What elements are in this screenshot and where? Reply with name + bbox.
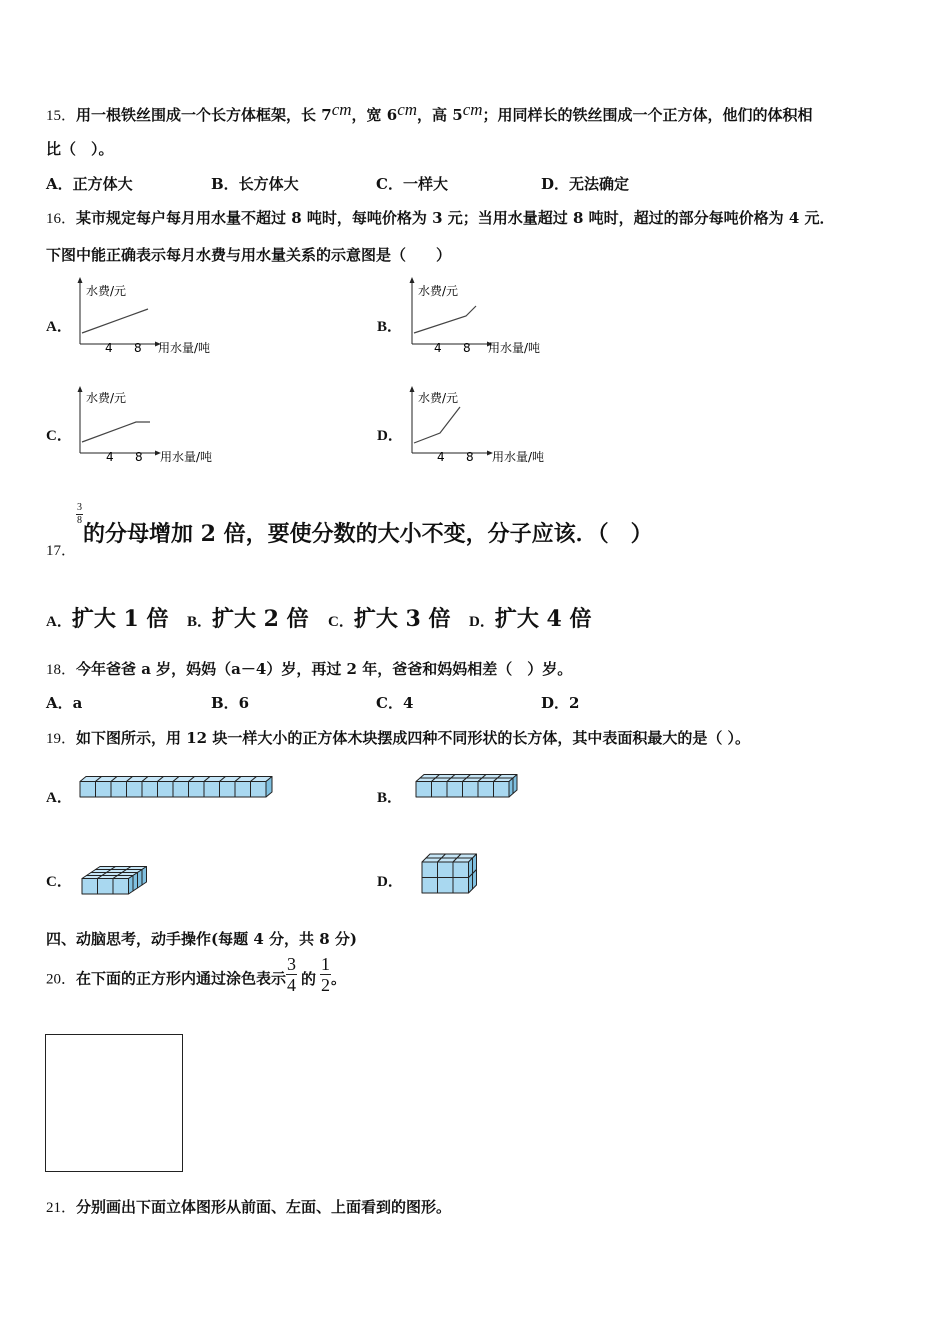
cube-front-face — [422, 862, 438, 878]
cost-line — [82, 422, 150, 442]
q17-option-b[interactable]: B．扩大 2 倍 — [187, 606, 309, 632]
cube-side-face — [513, 775, 517, 794]
cube-front-face — [432, 782, 448, 798]
q21-line: 21．分别画出下面立体图形从前面、左面、上面看到的图形。 — [46, 1198, 452, 1216]
cube-front-face — [220, 782, 236, 798]
q19-line: 19．如下图所示，用 12 块一样大小的正方体木块摆成四种不同形状的长方体，其中表面积最大的是（ ）。 — [46, 729, 751, 747]
q18-option-a[interactable]: A．a — [46, 694, 83, 712]
q15-line2: 比（ ）。 — [46, 140, 114, 158]
q17-option-a[interactable]: A．扩大 1 倍 — [46, 606, 169, 632]
cost-line — [82, 309, 148, 333]
q15-option-b[interactable]: B．长方体大 — [211, 175, 299, 193]
y-axis-label: 水费/元 — [86, 391, 127, 405]
q16-graph-c[interactable] — [70, 385, 220, 469]
cube-stack-c — [82, 867, 147, 895]
cube-front-face — [463, 782, 479, 798]
q15-number: 15． — [46, 108, 77, 124]
cube-front-face — [251, 782, 267, 798]
y-axis-arrow — [410, 277, 415, 283]
cost-line — [414, 306, 476, 333]
q16-label-c[interactable]: C． — [46, 428, 72, 444]
q19-cuboid-c[interactable] — [78, 850, 162, 898]
q15-line1: 15．用一根铁丝围成一个长方体框架，长 7cm，宽 6cm，高 5cm；用同样长的铁丝围成一个正方体，他们的体积相 — [46, 100, 813, 124]
cube-front-face — [82, 879, 98, 895]
cube-side-face — [473, 854, 477, 874]
cube-front-face — [438, 862, 454, 878]
cube-front-face — [478, 782, 494, 798]
y-axis-arrow — [78, 386, 83, 392]
cube-front-face — [416, 782, 432, 798]
cube-side-face — [129, 876, 134, 895]
tick-4: 4 — [106, 450, 114, 464]
q19-cuboid-b[interactable] — [412, 766, 528, 802]
q16-graph-a[interactable] — [70, 276, 220, 360]
cube-front-face — [142, 782, 158, 798]
q20-square-box[interactable] — [45, 1034, 183, 1172]
q15-option-a[interactable]: A．正方体大 — [46, 175, 133, 193]
tick-4: 4 — [437, 450, 445, 464]
cube-front-face — [453, 862, 469, 878]
q16-label-d[interactable]: D． — [377, 428, 403, 444]
cube-front-face — [111, 782, 127, 798]
q20-fraction-1-2: $\frac{1}{2}$ — [321, 954, 331, 995]
tick-8: 8 — [463, 341, 471, 355]
q16-line2: 下图中能正确表示每月水费与用水量关系的示意图是（ ） — [46, 246, 452, 264]
tick-4: 4 — [105, 341, 113, 355]
cube-front-face — [235, 782, 251, 798]
x-axis-label: 用水量/吨 — [158, 341, 211, 355]
x-axis-label: 用水量/吨 — [488, 341, 541, 355]
q16-line1: 16．某市规定每户每月用水量不超过 8 吨时，每吨价格为 3 元；当用水量超过 8 吨时，超过的部分每吨价格为 4 元． — [46, 209, 835, 227]
tick-8: 8 — [135, 450, 143, 464]
q21-number: 21． — [46, 1200, 77, 1216]
cube-stack-b — [416, 775, 517, 798]
cube-front-face — [189, 782, 205, 798]
cost-line — [414, 407, 460, 443]
cube-front-face — [127, 782, 143, 798]
cube-front-face — [453, 878, 469, 894]
y-axis-label: 水费/元 — [418, 284, 459, 298]
q17-option-c[interactable]: C．扩大 3 倍 — [328, 606, 451, 632]
cube-front-face — [204, 782, 220, 798]
q15-option-c[interactable]: C．一样大 — [376, 175, 448, 193]
cube-front-face — [113, 879, 129, 895]
cube-front-face — [422, 878, 438, 894]
cube-side-face — [509, 778, 513, 797]
q16-label-b[interactable]: B． — [377, 319, 403, 335]
q17-number: 17． — [46, 543, 77, 559]
y-axis-arrow — [78, 277, 83, 283]
q17-fraction: $\frac{3}{8}$ — [77, 502, 83, 526]
q19-cuboid-d[interactable] — [418, 844, 488, 898]
q19-cuboid-a[interactable] — [76, 770, 282, 802]
section-4-title: 四、动脑思考，动手操作(每题 4 分，共 8 分) — [46, 930, 357, 948]
cube-stack-d — [422, 854, 477, 893]
y-axis-label: 水费/元 — [86, 284, 127, 298]
q17-option-d[interactable]: D．扩大 4 倍 — [469, 606, 592, 632]
q16-number: 16． — [46, 211, 77, 227]
q18-line: 18．今年爸爸 a 岁，妈妈（a－4）岁，再过 2 年，爸爸和妈妈相差（ ）岁。 — [46, 660, 573, 678]
x-axis-label: 用水量/吨 — [492, 450, 545, 464]
q18-option-d[interactable]: D．2 — [541, 694, 580, 712]
tick-4: 4 — [434, 341, 442, 355]
tick-8: 8 — [466, 450, 474, 464]
cube-front-face — [158, 782, 174, 798]
cube-front-face — [96, 782, 112, 798]
cube-side-face — [138, 870, 143, 889]
cube-side-face — [133, 873, 138, 892]
tick-8: 8 — [134, 341, 142, 355]
q20-number: 20． — [46, 971, 77, 988]
y-axis-label: 水费/元 — [418, 391, 459, 405]
cube-front-face — [438, 878, 454, 894]
x-axis-label: 用水量/吨 — [160, 450, 213, 464]
cube-front-face — [80, 782, 96, 798]
cube-front-face — [98, 879, 114, 895]
q18-option-c[interactable]: C．4 — [376, 694, 414, 712]
cube-front-face — [494, 782, 510, 798]
q19-label-c[interactable]: C． — [46, 874, 72, 890]
cube-front-face — [447, 782, 463, 798]
q15-option-d[interactable]: D．无法确定 — [541, 175, 630, 193]
q20-line: 20．在下面的正方形内通过涂色表示 $\frac{3}{4}$ 的 $\frac{1}{2}$ 。 — [46, 954, 347, 995]
q19-label-b[interactable]: B． — [377, 790, 403, 806]
cube-side-face — [469, 858, 473, 878]
cube-front-face — [173, 782, 189, 798]
q16-graph-d[interactable] — [402, 385, 552, 469]
q18-option-b[interactable]: B．6 — [211, 694, 250, 712]
q19-label-a[interactable]: A． — [46, 790, 72, 806]
q19-label-d[interactable]: D． — [377, 874, 403, 890]
q18-number: 18． — [46, 662, 77, 678]
q19-number: 19． — [46, 731, 77, 747]
q16-graph-b[interactable] — [402, 276, 552, 360]
cube-stack-a — [80, 777, 272, 798]
y-axis-arrow — [410, 386, 415, 392]
cube-side-face — [142, 867, 147, 886]
q16-label-a[interactable]: A． — [46, 319, 72, 335]
q20-fraction-3-4: $\frac{3}{4}$ — [287, 954, 297, 995]
q17-line: 17． $\frac{3}{8}$ 的分母增加 2 倍，要使分数的大小不变，分子应该．（ ） — [46, 502, 653, 559]
